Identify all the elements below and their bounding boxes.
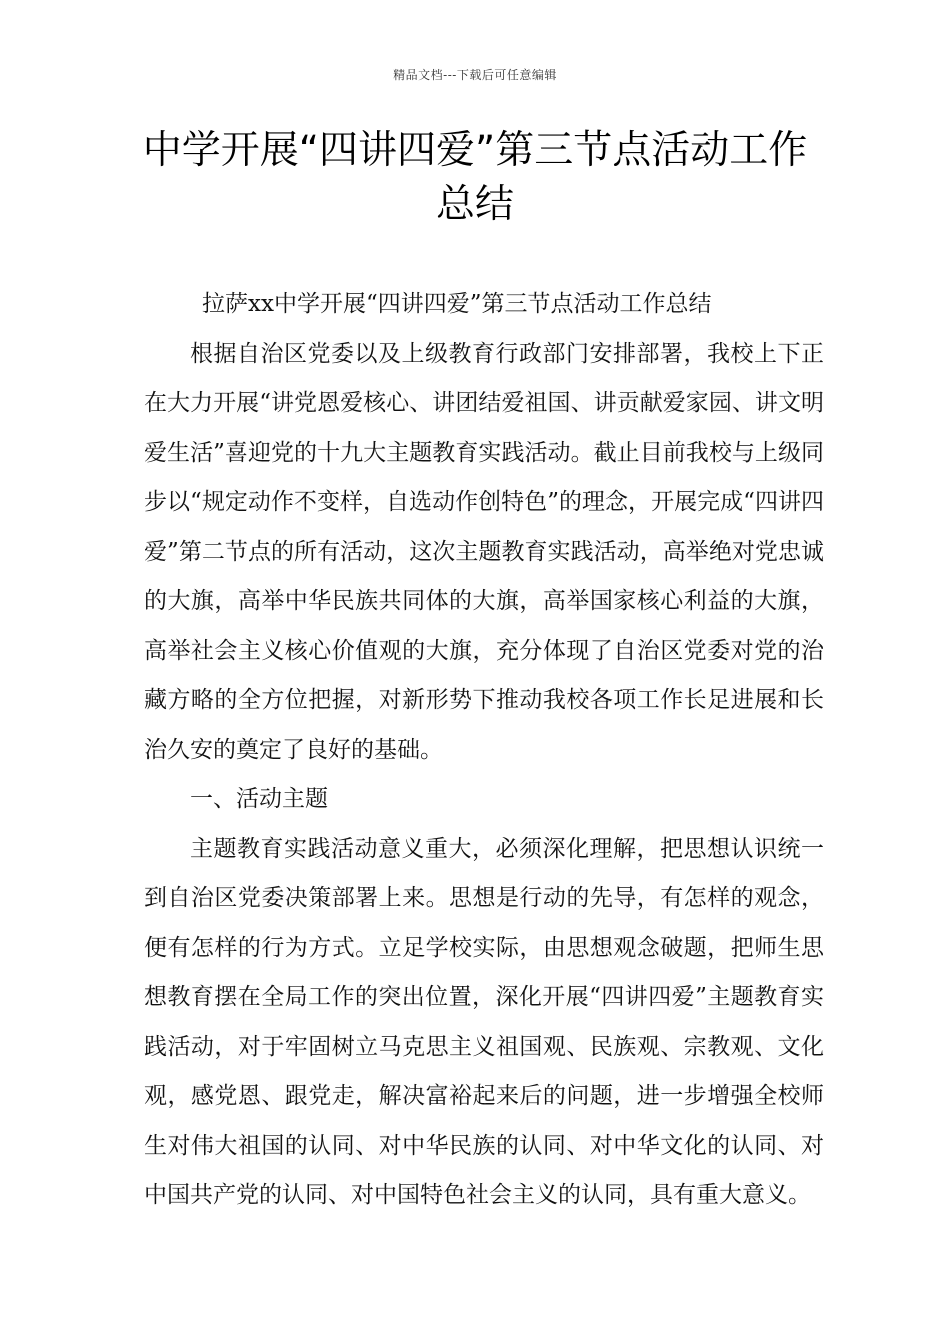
document-subtitle: 拉萨xx中学开展“四讲四爱”第三节点活动工作总结 [202, 291, 712, 317]
paragraph-intro: 根据自治区党委以及上级教育行政部门安排部署，我校上下正在大力开展“讲党恩爱核心、讲团结爱祖国、讲贡献爱家园、讲文明爱生活”喜迎党的十九大主题教育实践活动。截止目前我校与上级同步以“规定动作不变样，自选动作创特色”的理念，开展完成“四讲四爱”第二节点的所有活动，这次主题教育实践活动，高举绝对党忠诚的大旗，高举中华民族共同体的大旗，高举国家核心利益的大旗，高举社会主义核心价值观的大旗，充分体现了自治区党委对党的治藏方略的全方位把握，对新形势下推动我校各项工作长足进展和长治久安的奠定了良好的基础。 [144, 340, 824, 763]
document-body [144, 280, 824, 1221]
header-note: 精品文档---下载后可任意编辑 [393, 68, 557, 82]
document-title: 中学开展“四讲四爱”第三节点活动工作总结 [142, 128, 808, 227]
section-heading: 一、活动主题 [190, 786, 328, 812]
paragraph-theme: 主题教育实践活动意义重大，必须深化理解，把思想认识统一到自治区党委决策部署上来。思想是行动的先导，有怎样的观念，便有怎样的行为方式。立足学校实际，由思想观念破题，把师生思想教育摆在全局工作的突出位置，深化开展“四讲四爱”主题教育实践活动，对于牢固树立马克思主义祖国观、民族观、宗教观、文化观，感党恩、跟党走，解决富裕起来后的问题，进一步增强全校师生对伟大祖国的认同、对中华民族的认同、对中华文化的认同、对中国共产党的认同、对中国特色社会主义的认同，具有重大意义。 [144, 835, 824, 1208]
